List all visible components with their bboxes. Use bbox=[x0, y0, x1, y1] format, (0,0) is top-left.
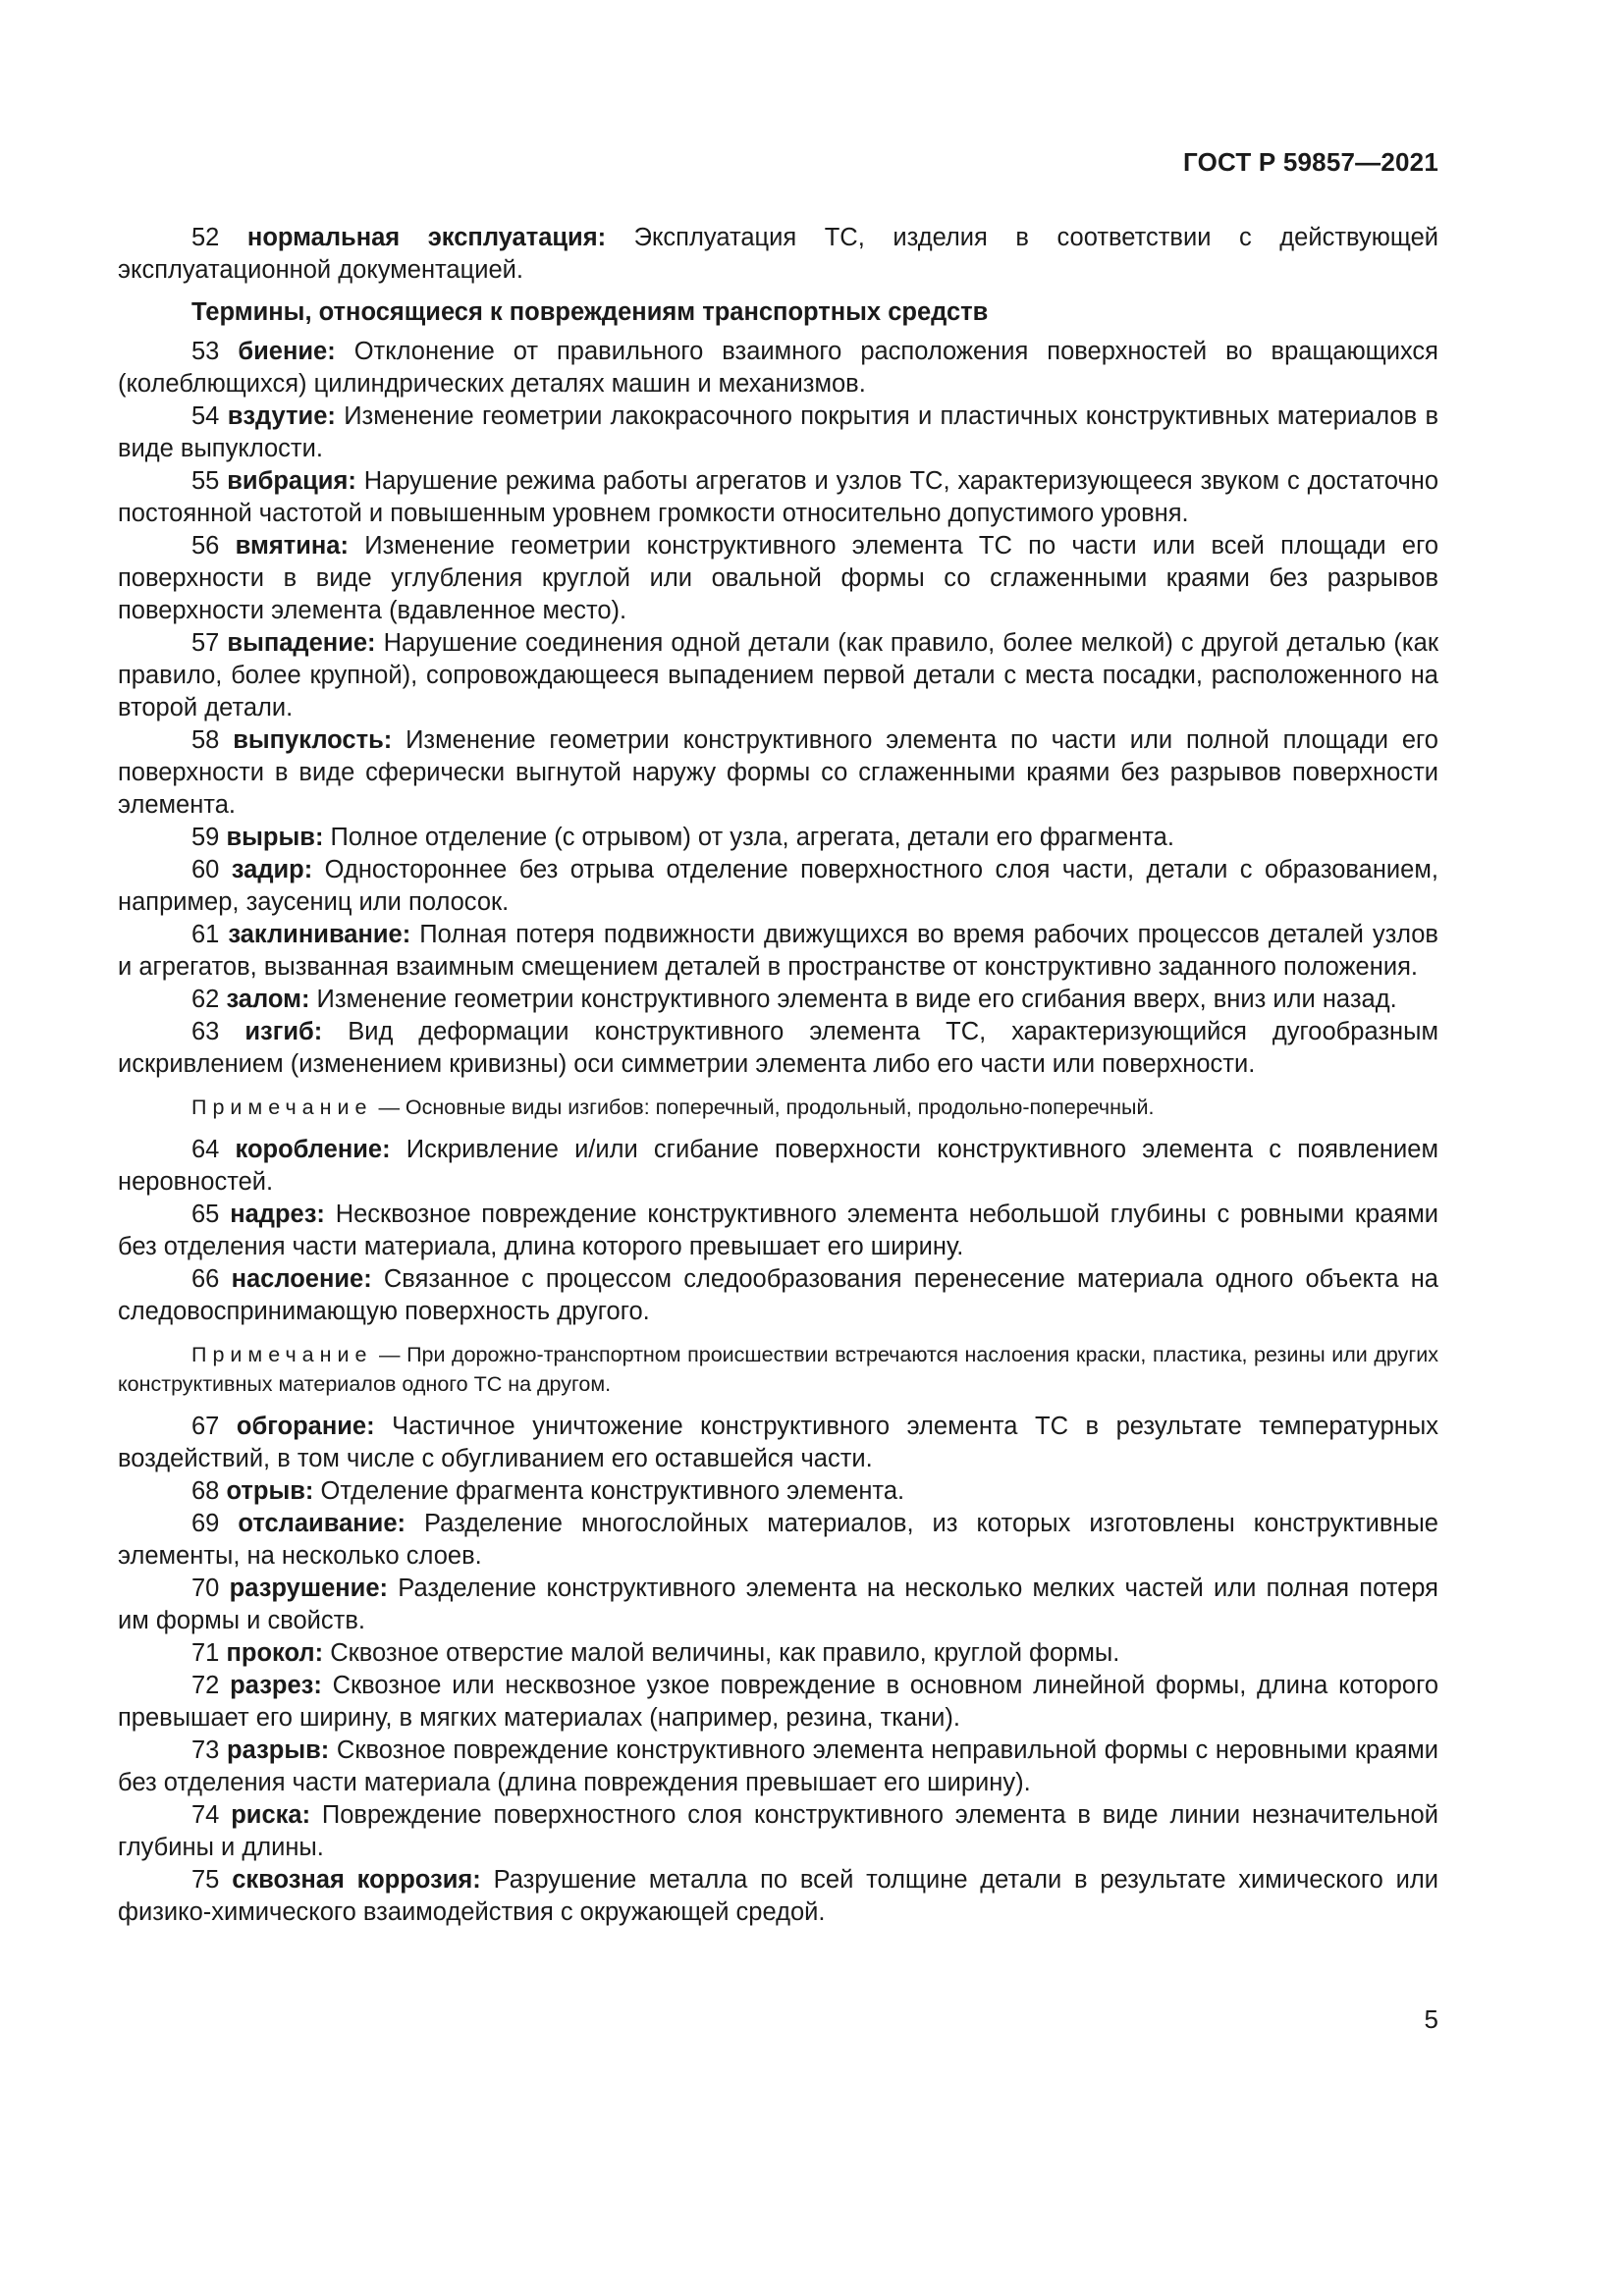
term-number: 60 bbox=[191, 856, 220, 883]
term-name: вмятина: bbox=[235, 532, 349, 560]
term-entry bbox=[118, 1670, 1438, 1735]
term-list bbox=[118, 1411, 1438, 1929]
term-entry bbox=[118, 222, 1438, 287]
term-number: 70 bbox=[191, 1575, 220, 1602]
term-number: 71 bbox=[191, 1639, 220, 1667]
term-definition: Вид деформации конструктивного элемента ТС, характеризующийся дугообразным искривлением (изменением кривизны) оси симметрии элемента либо его части или поверхности. bbox=[118, 1018, 1438, 1078]
term-list bbox=[118, 336, 1438, 1081]
document-body bbox=[118, 222, 1438, 1929]
term-entry bbox=[118, 854, 1438, 919]
note bbox=[118, 1340, 1438, 1399]
term-number: 69 bbox=[191, 1510, 220, 1537]
term-name: нормальная эксплуатация: bbox=[246, 224, 607, 251]
term-entry bbox=[118, 400, 1438, 465]
term-number: 62 bbox=[191, 986, 220, 1013]
term-definition: Искривление и/или сгибание поверхности конструктивного элемента с появлением неровностей. bbox=[118, 1136, 1438, 1196]
term-definition: Изменение геометрии конструктивного элемента в виде его сгибания вверх, вниз или назад. bbox=[316, 986, 1397, 1013]
term-number: 55 bbox=[191, 467, 220, 495]
note-text: — Основные виды изгибов: поперечный, продольный, продольно-поперечный. bbox=[378, 1095, 1155, 1119]
term-entry bbox=[118, 919, 1438, 984]
term-number: 68 bbox=[191, 1477, 220, 1505]
term-entry bbox=[118, 1411, 1438, 1475]
term-definition: Эксплуатация ТС, изделия в соответствии с действующей эксплуатационной документацией. bbox=[118, 224, 1438, 284]
term-list bbox=[118, 1134, 1438, 1328]
term-name: заклинивание: bbox=[228, 921, 411, 948]
term-name: залом: bbox=[226, 986, 310, 1013]
term-name: выпуклость: bbox=[233, 726, 393, 754]
term-definition: Повреждение поверхностного слоя конструктивного элемента в виде линии незначительной глубины и длины. bbox=[118, 1801, 1438, 1861]
term-number: 58 bbox=[191, 726, 220, 754]
term-number: 66 bbox=[191, 1265, 220, 1293]
term-number: 73 bbox=[191, 1736, 220, 1764]
term-name: надрез: bbox=[230, 1201, 325, 1228]
term-number: 52 bbox=[191, 224, 220, 251]
term-number: 57 bbox=[191, 629, 220, 657]
document-header: ГОСТ Р 59857—2021 bbox=[1183, 147, 1438, 177]
term-definition: Отделение фрагмента конструктивного элемента. bbox=[320, 1477, 905, 1505]
term-entry bbox=[118, 336, 1438, 400]
term-name: разрез: bbox=[230, 1672, 322, 1699]
term-entry bbox=[118, 1735, 1438, 1799]
term-number: 67 bbox=[191, 1413, 220, 1440]
term-definition: Изменение геометрии конструктивного элемента ТС по части или всей площади его поверхности в виде углубления круглой или овальной формы со сглаженными краями без разрывов поверхности элемента (вдавленное место). bbox=[118, 532, 1438, 624]
term-name: риска: bbox=[231, 1801, 311, 1829]
term-name: наслоение: bbox=[231, 1265, 372, 1293]
term-number: 74 bbox=[191, 1801, 220, 1829]
term-definition: Разделение конструктивного элемента на несколько мелких частей или полная потеря им формы и свойств. bbox=[118, 1575, 1438, 1634]
term-number: 72 bbox=[191, 1672, 220, 1699]
term-definition: Частичное уничтожение конструктивного элемента ТС в результате температурных воздействий, в том числе с обугливанием его оставшейся части. bbox=[118, 1413, 1438, 1472]
term-name: коробление: bbox=[235, 1136, 391, 1163]
note bbox=[118, 1093, 1438, 1122]
term-entry bbox=[118, 1016, 1438, 1081]
term-number: 54 bbox=[191, 402, 220, 430]
page-number: 5 bbox=[1424, 2004, 1438, 2034]
term-name: отслаивание: bbox=[238, 1510, 406, 1537]
term-definition: Полная потеря подвижности движущихся во время рабочих процессов деталей узлов и агрегатов, вызванная взаимным смещением деталей в пространстве от конструктивно заданного положения. bbox=[118, 921, 1438, 981]
term-definition: Несквозное повреждение конструктивного элемента небольшой глубины с ровными краями без отделения части материала, длина которого превышает его ширину. bbox=[118, 1201, 1439, 1260]
term-entry bbox=[118, 1199, 1438, 1263]
term-definition: Изменение геометрии лакокрасочного покрытия и пластичных конструктивных материалов в виде выпуклости. bbox=[118, 402, 1439, 462]
term-name: разрушение: bbox=[229, 1575, 389, 1602]
term-entry bbox=[118, 984, 1438, 1016]
term-definition: Сквозное или несквозное узкое повреждение в основном линейной формы, длина которого превышает его ширину, в мягких материалах (например, резина, ткани). bbox=[118, 1672, 1438, 1732]
term-name: разрыв: bbox=[227, 1736, 330, 1764]
term-entry bbox=[118, 822, 1438, 854]
term-name: биение: bbox=[238, 338, 336, 365]
term-entry bbox=[118, 465, 1438, 530]
term-entry bbox=[118, 1475, 1438, 1508]
term-number: 65 bbox=[191, 1201, 220, 1228]
term-definition: Сквозное отверстие малой величины, как правило, круглой формы. bbox=[330, 1639, 1120, 1667]
section-title: Термины, относящиеся к повреждениям транспортных средств bbox=[191, 298, 989, 326]
term-entry bbox=[118, 627, 1438, 724]
term-definition: Связанное с процессом следообразования перенесение материала одного объекта на следовоспринимающую поверхность другого. bbox=[118, 1265, 1438, 1325]
term-name: отрыв: bbox=[226, 1477, 314, 1505]
term-number: 61 bbox=[191, 921, 220, 948]
term-entry bbox=[118, 1508, 1438, 1573]
term-entry bbox=[118, 1864, 1438, 1929]
term-number: 59 bbox=[191, 824, 220, 851]
term-entry bbox=[118, 1799, 1438, 1864]
note-label: Примечание bbox=[191, 1343, 373, 1366]
term-definition: Нарушение соединения одной детали (как правило, более мелкой) с другой деталью (как правило, более крупной), сопровождающееся выпадением первой детали с места посадки, расположенного на второй детали. bbox=[118, 629, 1438, 721]
term-name: вибрация: bbox=[227, 467, 356, 495]
term-number: 63 bbox=[191, 1018, 220, 1045]
term-name: выпадение: bbox=[227, 629, 376, 657]
term-name: вздутие: bbox=[227, 402, 336, 430]
note-label: Примечание bbox=[191, 1095, 373, 1119]
term-entry bbox=[118, 1263, 1438, 1328]
term-name: изгиб: bbox=[244, 1018, 323, 1045]
term-definition: Сквозное повреждение конструктивного элемента неправильной формы с неровными краями без отделения части материала (длина повреждения превышает его ширину). bbox=[118, 1736, 1438, 1796]
term-definition: Отклонение от правильного взаимного расположения поверхностей во вращающихся (колеблющихся) цилиндрических деталях машин и механизмов. bbox=[118, 338, 1438, 398]
term-entry bbox=[118, 1573, 1438, 1637]
term-entry bbox=[118, 530, 1438, 627]
term-number: 53 bbox=[191, 338, 220, 365]
term-name: сквозная коррозия: bbox=[232, 1866, 481, 1894]
term-definition: Изменение геометрии конструктивного элемента по части или полной площади его поверхности в виде сферически выгнутой наружу формы со сглаженными краями без разрывов поверхности элемента. bbox=[118, 726, 1438, 819]
term-entry bbox=[118, 724, 1438, 822]
term-name: задир: bbox=[231, 856, 313, 883]
note-text: — При дорожно-транспортном происшествии встречаются наслоения краски, пластика, резины или других конструктивных материалов одного ТС на другом. bbox=[118, 1343, 1438, 1396]
term-entry bbox=[118, 1134, 1438, 1199]
term-definition: Полное отделение (с отрывом) от узла, агрегата, детали его фрагмента. bbox=[330, 824, 1174, 851]
term-definition: Одностороннее без отрыва отделение поверхностного слоя части, детали с образованием, например, заусениц или полосок. bbox=[118, 856, 1438, 916]
term-definition: Разрушение металла по всей толщине детали в результате химического или физико-химического взаимодействия с окружающей средой. bbox=[118, 1866, 1439, 1926]
term-definition: Разделение многослойных материалов, из которых изготовлены конструктивные элементы, на несколько слоев. bbox=[118, 1510, 1438, 1570]
term-entry bbox=[118, 1637, 1438, 1670]
term-name: прокол: bbox=[226, 1639, 324, 1667]
term-name: обгорание: bbox=[236, 1413, 375, 1440]
term-number: 56 bbox=[191, 532, 220, 560]
term-definition: Нарушение режима работы агрегатов и узлов ТС, характеризующееся звуком с достаточно постоянной частотой и повышенным уровнем громкости относительно допустимого уровня. bbox=[118, 467, 1439, 527]
term-number: 75 bbox=[191, 1866, 220, 1894]
term-name: вырыв: bbox=[226, 824, 324, 851]
term-number: 64 bbox=[191, 1136, 220, 1163]
